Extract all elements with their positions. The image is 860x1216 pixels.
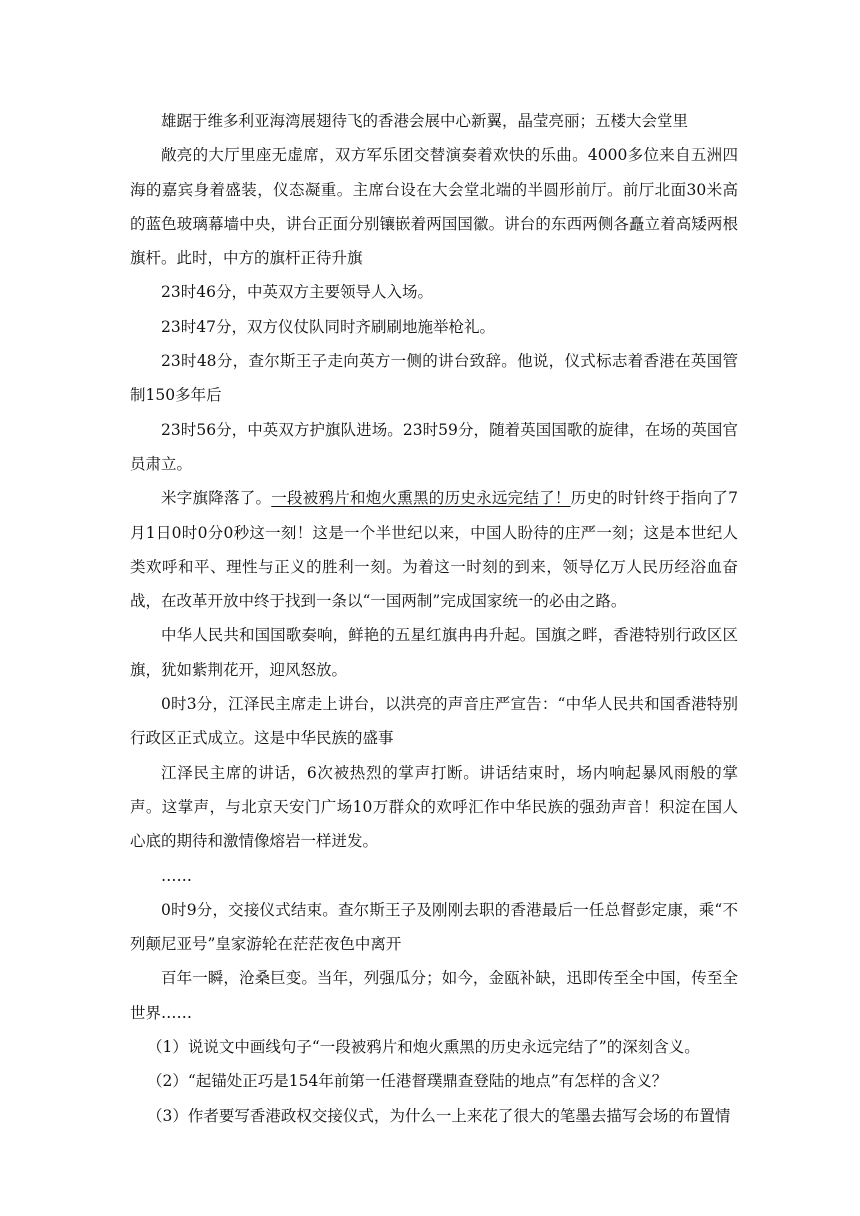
paragraph-5: 23时48分，查尔斯王子走向英方一侧的讲台致辞。他说，仪式标志着香港在英国管制150多年后 bbox=[130, 352, 738, 405]
paragraph-3: 23时46分，中英双方主要领导人入场。 bbox=[161, 283, 433, 302]
flag-rest-text: 历史的时针终于指向了7月1日0时0分0秒这一刻！这是一个半世纪以来，中国人盼待的庄严一刻；这是本世纪人类欢呼和平、理性与正义的胜利一刻。为着这一时刻的到来，领导亿万人民历经浴血奋战，在改革开放中终于找到一条以“一国两制”完成国家统一的必由之路。 bbox=[130, 489, 738, 611]
paragraph-1: 雄踞于维多利亚海湾展翅待飞的香港会展中心新翼，晶莹亮丽；五楼大会堂里 bbox=[161, 112, 689, 130]
paragraph-8: 中华人民共和国国歌奏响，鲜艳的五星红旗冉冉升起。国旗之畔，香港特别行政区区旗，犹如紫荆花开，迎风怒放。 bbox=[130, 626, 738, 679]
paragraph-4: 23时47分，双方仪仗队同时齐刷刷地施举枪礼。 bbox=[161, 317, 495, 336]
question-3: （3）作者要写香港政权交接仪式，为什么一上来花了很大的笔墨去描写会场的布置情 bbox=[147, 1106, 731, 1125]
question-1: （1）说说文中画线句子“一段被鸦片和炮火熏黑的历史永远完结了”的深刻含义。 bbox=[147, 1038, 700, 1057]
paragraph-2: 敞亮的大厅里座无虚席，双方军乐团交替演奏着欢快的乐曲。4000多位来自五洲四海的嘉宾身着盛装，仪态凝重。主席台设在大会堂北端的半圆形前厅。前厅北面30米高的蓝色玻璃幕墙中央，讲台正面分别镶嵌着两国国徽。讲台的东西两侧各矗立着高矮两根旗杆。此时，中方的旗杆正待升旗 bbox=[130, 146, 738, 268]
paragraph-9: 0时3分，江泽民主席走上讲台，以洪亮的声音庄严宣告：“中华人民共和国香港特别行政区正式成立。这是中华民族的盛事 bbox=[130, 695, 738, 748]
paragraph-10: 江泽民主席的讲话，6次被热烈的掌声打断。讲话结束时，场内响起暴风雨般的掌声。这掌声，与北京天安门广场10万群众的欢呼汇作中华民族的强劲声音！积淀在国人心底的期待和激情像熔岩一样迸发。 bbox=[130, 763, 738, 851]
paragraph-13: 百年一瞬，沧桑巨变。当年，列强瓜分；如今，金瓯补缺，迅即传至全中国，传至全世界…… bbox=[130, 969, 738, 1022]
paragraph-12: 0时9分，交接仪式结束。查尔斯王子及刚刚去职的香港最后一任总督彭定康，乘“不列颠尼亚号”皇家游轮在茫茫夜色中离开 bbox=[130, 900, 738, 954]
question-2: （2）“起锚处正巧是154年前第一任港督璞鼎查登陆的地点”有怎样的含义？ bbox=[147, 1072, 668, 1091]
paragraph-6: 23时56分，中英双方护旗队进场。23时59分，随着英国国歌的旋律，在场的英国官员肃立。 bbox=[130, 420, 738, 473]
article-body bbox=[130, 104, 738, 1133]
ellipsis-line: …… bbox=[161, 866, 192, 885]
flag-lead-text: 米字旗降落了。 bbox=[161, 489, 272, 508]
underlined-sentence: 一段被鸦片和炮火熏黑的历史永远完结了！ bbox=[271, 489, 571, 508]
paragraph-flag-lowered bbox=[130, 481, 738, 618]
